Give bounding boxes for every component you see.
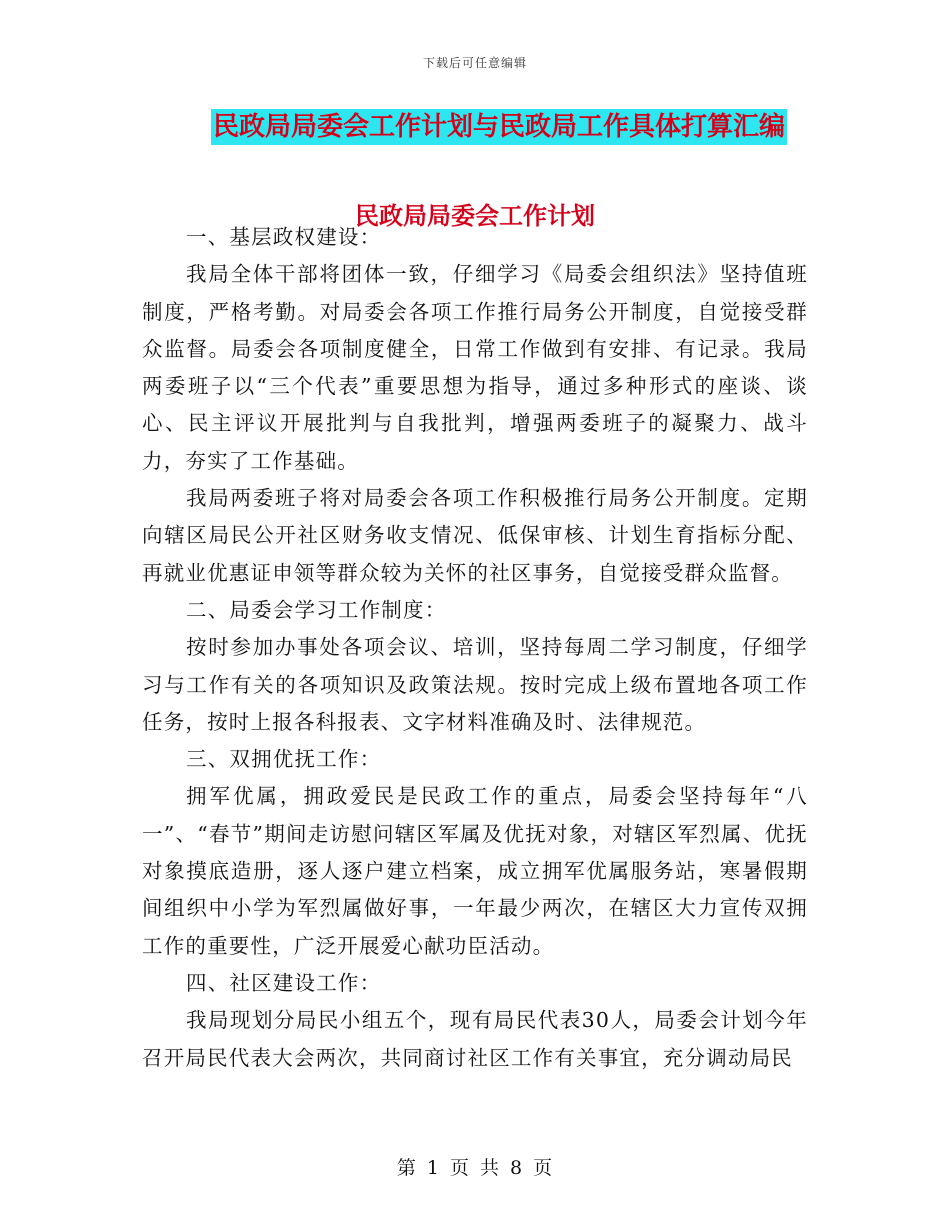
footer-total-word: 共 [480, 1157, 501, 1179]
heading-4-community: 四、社区建设工作： [186, 970, 382, 995]
paragraph: 我局现划分局民小组五个，现有局民代表30人，局委会计划今年召开局民代表大会两次，共同商讨社区工作有关事宜，充分调动局民 [142, 1008, 808, 1070]
paragraph: 我局两委班子将对局委会各项工作积极推行局务公开制度。定期向辖区局民公开社区财务收支情况、低保审核、计划生育指标分配、再就业优惠证申领等群众较为关怀的社区事务，自觉接受群众监督。 [142, 486, 808, 585]
paragraph: 我局全体干部将团体一致，仔细学习《局委会组织法》坚持值班制度，严格考勤。对局委会各项工作推行局务公开制度，自觉接受群众监督。局委会各项制度健全，日常工作做到有安排、有记录。我局两委班子以“三个代表”重要思想为指导，通过多种形式的座谈、谈心、民主评议开展批判与自我批判，增强两委班子的凝聚力、战斗力，夯实了工作基础。 [142, 262, 808, 473]
document-body [142, 219, 808, 1077]
current-page-number: 1 [426, 1157, 440, 1179]
paragraph: 拥军优属，拥政爱民是民政工作的重点，局委会坚持每年“八一”、“春节”期间走访慰问辖区军属及优抚对象，对辖区军烈属、优抚对象摸底造册，逐人逐户建立档案，成立拥军优属服务站，寒暑假期间组织中小学为军烈属做好事，一年最少两次，在辖区大力宣传双拥工作的重要性，广泛开展爱心献功臣活动。 [142, 784, 808, 958]
heading-2-study-system: 二、局委会学习工作制度： [186, 597, 447, 622]
heading-1-grassroots: 一、基层政权建设： [186, 225, 382, 249]
page-footer [0, 1153, 950, 1180]
footer-suffix: 页 [533, 1157, 554, 1179]
footer-page-word: 页 [449, 1157, 470, 1179]
footer-prefix: 第 [396, 1157, 417, 1179]
total-page-count: 8 [510, 1157, 524, 1179]
main-title-container [0, 109, 950, 145]
page-header-note: 下载后可任意编辑 [422, 56, 527, 70]
heading-3-military-support: 三、双拥优抚工作： [186, 747, 382, 772]
paragraph: 按时参加办事处各项会议、培训，坚持每周二学习制度，仔细学习与工作有关的各项知识及政策法规。按时完成上级布置地各项工作任务，按时上报各科报表、文字材料准确及时、法律规范。 [142, 635, 808, 734]
document-title: 民政局局委会工作计划与民政局工作具体打算汇编 [211, 109, 787, 145]
section-title: 民政局局委会工作计划 [355, 201, 595, 230]
